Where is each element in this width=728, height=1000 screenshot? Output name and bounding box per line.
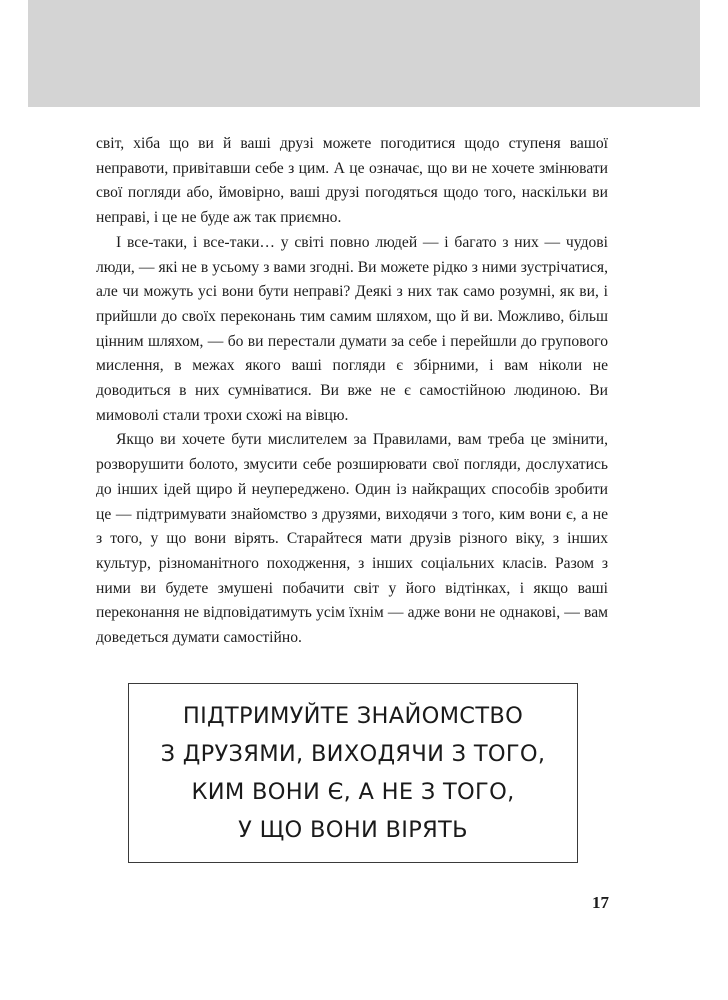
paragraph-2: І все-таки, і все-таки… у світі повно людей — і багато з них — чудові люди, — які не в усьому з вами згодні. Ви можете рідко з ними зустрічатися, але чи можуть усі вони бути неправі? Деякі з них так само розумні, як ви, і прийшли до своїх переконань тим самим шляхом, що й ви. Можливо, більш цінним шляхом, — бо ви перестали думати за себе і перейшли до групового мислення, в межах якого ваші погляди є збірними, і вам ніколи не доводиться в них сумніватися. Ви вже не є самостійною людиною. Ви мимоволі стали трохи схожі на вівцю.	[96, 233, 608, 424]
body-text	[96, 132, 608, 651]
page-number: 17	[592, 893, 609, 912]
header-band	[28, 0, 700, 107]
pull-quote-box	[128, 683, 578, 863]
pull-quote-line-1: ПІДТРИМУЙТЕ ЗНАЙОМСТВО	[182, 703, 524, 729]
pull-quote-text	[161, 697, 546, 849]
pull-quote-line-4: У ЩО ВОНИ ВІРЯТЬ	[238, 817, 468, 843]
pull-quote-line-3: КИМ ВОНИ Є, А НЕ З ТОГО,	[191, 779, 515, 805]
paragraph-3: Якщо ви хочете бути мислителем за Правилами, вам треба це змінити, розворушити болото, змусити себе розширювати свої погляди, дослухатись до інших ідей щиро й неупереджено. Один із найкращих способів зробити це — підтримувати знайомство з друзями, виходячи з того, ким вони є, а не з того, у що вони вірять. Старайтеся мати друзів різного віку, з інших культур, різноманітного походження, з інших соціальних класів. Разом з ними ви будете змушені побачити світ у його відтінках, і якщо ваші переконання не відповідатимуть усім їхнім — адже вони не однакові, — вам доведеться думати самостійно.	[96, 431, 608, 647]
pull-quote-line-2: З ДРУЗЯМИ, ВИХОДЯЧИ З ТОГО,	[160, 741, 546, 767]
paragraph-1: світ, хіба що ви й ваші друзі можете погодитися щодо ступеня вашої неправоти, привітавши себе з цим. А це означає, що ви не хочете змінювати свої погляди або, ймовірно, ваші друзі погодяться щодо того, наскільки ви неправі, і це не буде аж так приємно.	[96, 135, 608, 227]
